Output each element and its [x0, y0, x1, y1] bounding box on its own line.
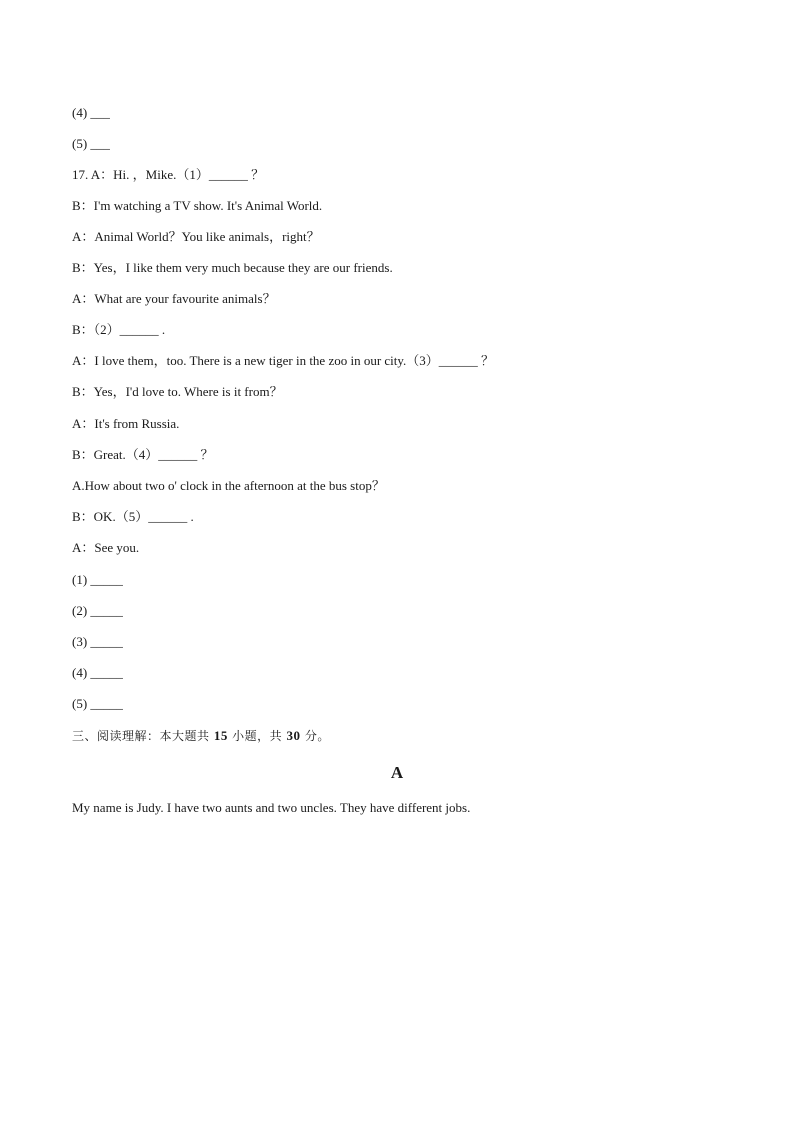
passage-title: A	[390, 763, 404, 782]
dialogue-line-8: B：Yes，I'd love to. Where is it from？	[72, 384, 283, 399]
answer-line-4: (4) _____	[72, 665, 123, 680]
answer-line-3: (3) _____	[72, 634, 123, 649]
passage-first-line: My name is Judy. I have two aunts and two uncles. They have different jobs.	[72, 800, 471, 815]
dialogue-line-11: A.How about two o' clock in the afternoon at the bus stop？	[72, 478, 385, 493]
section-heading-suffix: 分。	[304, 729, 330, 743]
section-question-count: 15	[213, 728, 228, 743]
answer-line-prev-5: (5) ___	[72, 136, 110, 151]
dialogue-line-5: A：What are your favourite animals？	[72, 291, 276, 306]
dialogue-line-3: A：Animal World？You like animals，right？	[72, 229, 320, 244]
dialogue-line-9: A：It's from Russia.	[72, 416, 180, 431]
answer-line-prev-4: (4) ___	[72, 105, 110, 120]
dialogue-line-12: B：OK.（5）______ .	[72, 509, 194, 524]
section-heading-middle: 小题，共	[232, 729, 283, 743]
dialogue-line-1: 17. A：Hi. ，Mike.（1）______ ？	[72, 167, 265, 182]
dialogue-line-10: B：Great.（4）______ ？	[72, 447, 214, 462]
answer-line-1: (1) _____	[72, 572, 123, 587]
dialogue-line-4: B：Yes，I like them very much because they are our friends.	[72, 260, 393, 275]
section-score: 30	[286, 728, 301, 743]
section-heading-prefix: 三、阅读理解：本大题共	[72, 729, 210, 743]
dialogue-line-13: A：See you.	[72, 540, 140, 555]
dialogue-line-2: B：I'm watching a TV show. It's Animal World.	[72, 198, 323, 213]
dialogue-line-7: A：I love them，too. There is a new tiger in the zoo in our city.（3）______ ？	[72, 353, 495, 368]
answer-line-2: (2) _____	[72, 603, 123, 618]
dialogue-line-6: B：（2）______ .	[72, 322, 166, 337]
answer-line-5: (5) _____	[72, 696, 123, 711]
section-heading-reading	[72, 728, 330, 744]
